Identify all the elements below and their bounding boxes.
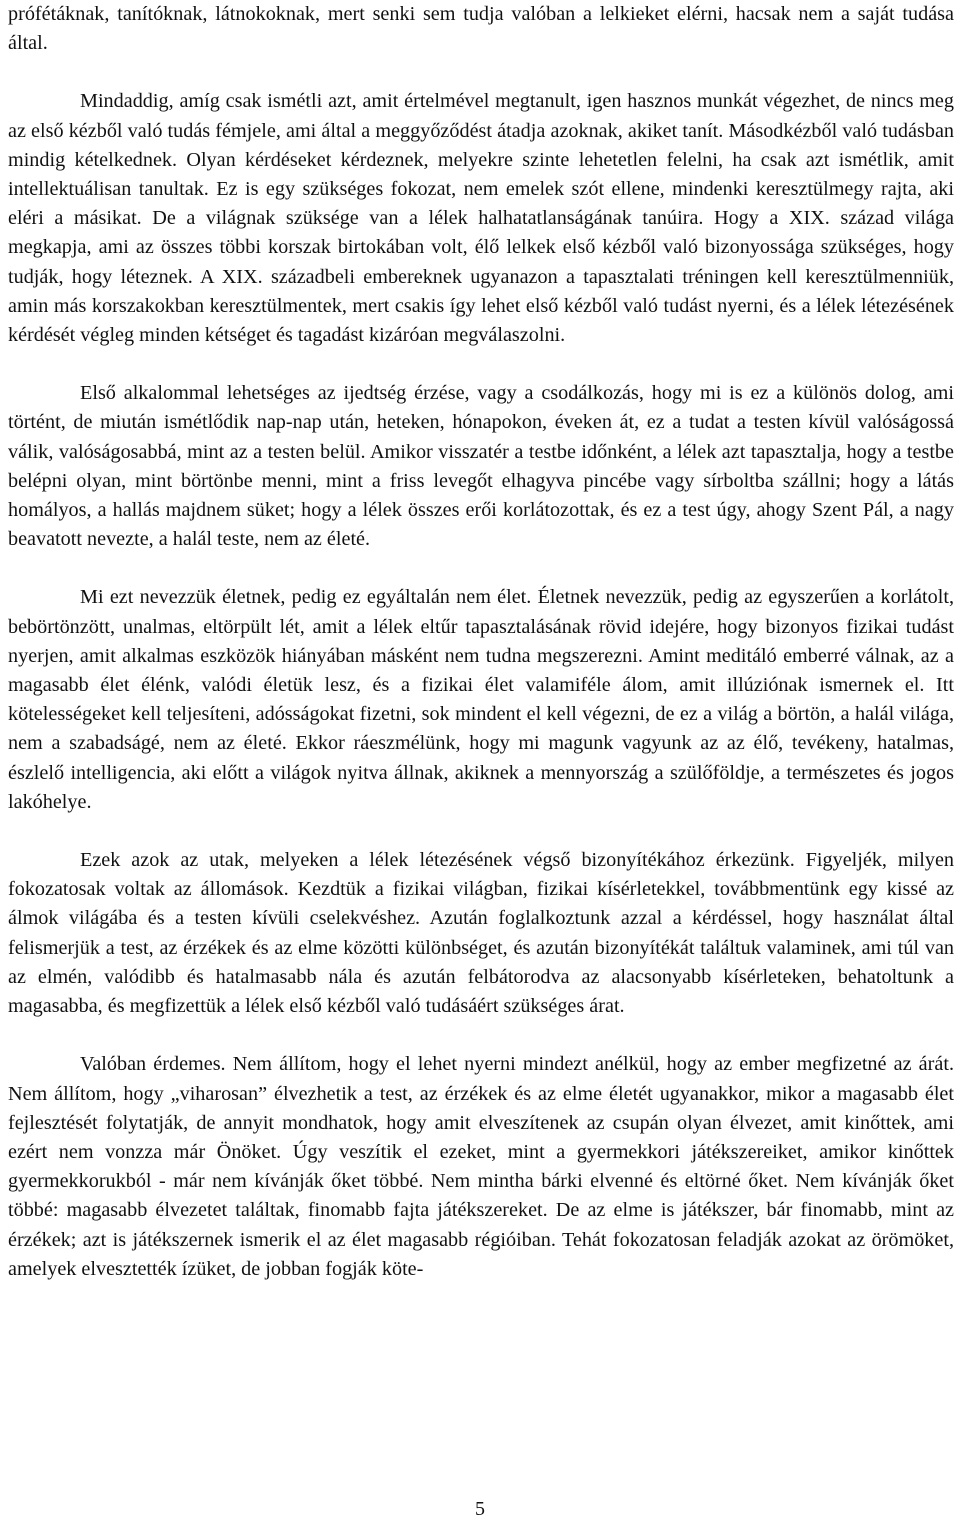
paragraph-4: Mi ezt nevezzük életnek, pedig ez egyáltalán nem élet. Életnek nevezzük, pedig az egyszerűen a korlátolt, bebörtönzött, unalmas, eltörpült lét, amit a lélek eltűr tapasztalásának rövid idejére, hogy bizonyos fizikai tudást nyerjen, amit alkalmas eszközök hiányában másként nem tudna megszerezni. Amint meditáló emberré válnak, az a magasabb élet élénk, valódi életük lesz, és a fizikai élet valamiféle álom, amit illúziónak ismernek el. Itt kötelességeket kell teljesíteni, adósságokat fizetni, sok mindent el kell végezni, de ez a világ a börtön, a halál világa, nem a szabadságé, nem az életé. Ekkor ráeszmélünk, hogy mi magunk vagyunk az az élő, tevékeny, hatalmas, észlelő intelligencia, aki előtt a világok nyitva állnak, akiknek a mennyország a szülőföldje, a természetes és jogos lakóhelye. [8,586,954,813]
paragraph-gap [8,554,954,583]
paragraph-2: Mindaddig, amíg csak ismétli azt, amit értelmével megtanult, igen hasznos munkát végezhet, de nincs meg az első kézből való tudás fémjele, ami által a meggyőződést átadja azoknak, akiket tanít. Másodkézből való tudásban mindig kételkednek. Olyan kérdéseket kérdeznek, melyekre szinte lehetetlen felelni, ha csak azt ismétlik, amit intellektuálisan tanultak. Ez is egy szükséges fokozat, nem emelek szót ellene, mindenki keresztülmegy rajta, aki eléri a másikat. De a világnak szüksége van a lélek halhatatlanságának tanúira. Hogy a XIX. század világa megkapja, ami az összes többi korszak birtokában volt, élő lelkek első kézből való bizonyossága szükséges, hogy tudják, hogy léteznek. A XIX. századbeli embereknek ugyanazon a tapasztalati tréningen kell keresztülmenniük, amin más korszakokban keresztülmentek, mert csakis így lehet első kézből való tudást nyerni, és a lélek létezésének kérdését végleg minden kétséget és tagadást kizáróan megválaszolni. [8,90,954,347]
page-number: 5 [475,1498,485,1520]
paragraph-3: Első alkalommal lehetséges az ijedtség érzése, vagy a csodálkozás, hogy mi is ez a különös dolog, ami történt, de miután ismétlődik nap-nap után, heteken, hónapokon, éveken át, ez a tudat a testen kívül valóságossá válik, valóságosabbá, mint az a testen belül. Amikor visszatér a testbe időnként, a lélek azt tapasztalja, hogy a testbe belépni olyan, mint börtönbe menni, mint a friss levegőt elhagyva pincébe vagy sírboltba szállni; hogy a látás homályos, a hallás majdnem süket; hogy a lélek összes erői korlátozottak, és ez a test úgy, ahogy Szent Pál, a nagy beavatott nevezte, a halál teste, nem az életé. [8,382,954,551]
paragraph-gap [8,1021,954,1050]
paragraph-gap [8,817,954,846]
document-page [8,0,954,1284]
paragraph-1: prófétáknak, tanítóknak, látnokoknak, mert senki sem tudja valóban a lelkieket elérni, hacsak nem a saját tudása által. [8,3,954,55]
paragraph-gap [8,58,954,87]
paragraph-6: Valóban érdemes. Nem állítom, hogy el lehet nyerni mindezt anélkül, hogy az ember megfizetné az árát. Nem állítom, hogy „viharosan” élvezhetik a test, az érzékek és az elme életét ugyanakkor, mikor a magasabb élet fejlesztését folytatják, de annyit mondhatok, hogy amit elveszítenek az csupán olyan élvezet, amit kinőttek, ami ezért nem vonzza már Önöket. Úgy veszítik el ezeket, mint a gyermekkori játékszereiket, amikor kinőttek gyermekkorukból - már nem kívánják őket többé. Nem mintha bárki elvenné és eltörné őket. Nem kívánják őket többé: magasabb élvezetet találtak, finomabb fajta játékszereket. De az elme is játékszer, bár finomabb, mint az érzékek; azt is játékszernek ismerik el az élet magasabb régióiban. Tehát fokozatosan feladják azokat az örömöket, amelyek elvesztették ízüket, de jobban fogják köte- [8,1053,954,1280]
paragraph-gap [8,350,954,379]
paragraph-5: Ezek azok az utak, melyeken a lélek létezésének végső bizonyítékához érkezünk. Figyeljék, milyen fokozatosak voltak az állomások. Kezdtük a fizikai világban, fizikai kísérletekkel, továbbmentünk egy kissé az álmok világába és a testen kívüli cselekvéshez. Azután foglalkoztunk azzal a kérdéssel, hogy használat által felismerjük a test, az érzékek és az elme közötti különbséget, és azután bizonyítékát találtuk valaminek, ami túl van az elmén, valódibb és hatalmasabb nála és azután felbátorodva az alacsonyabb kísérleteken, behatoltunk a magasabba, és megfizettük a lélek első kézből való tudásáért szükséges árat. [8,849,954,1018]
